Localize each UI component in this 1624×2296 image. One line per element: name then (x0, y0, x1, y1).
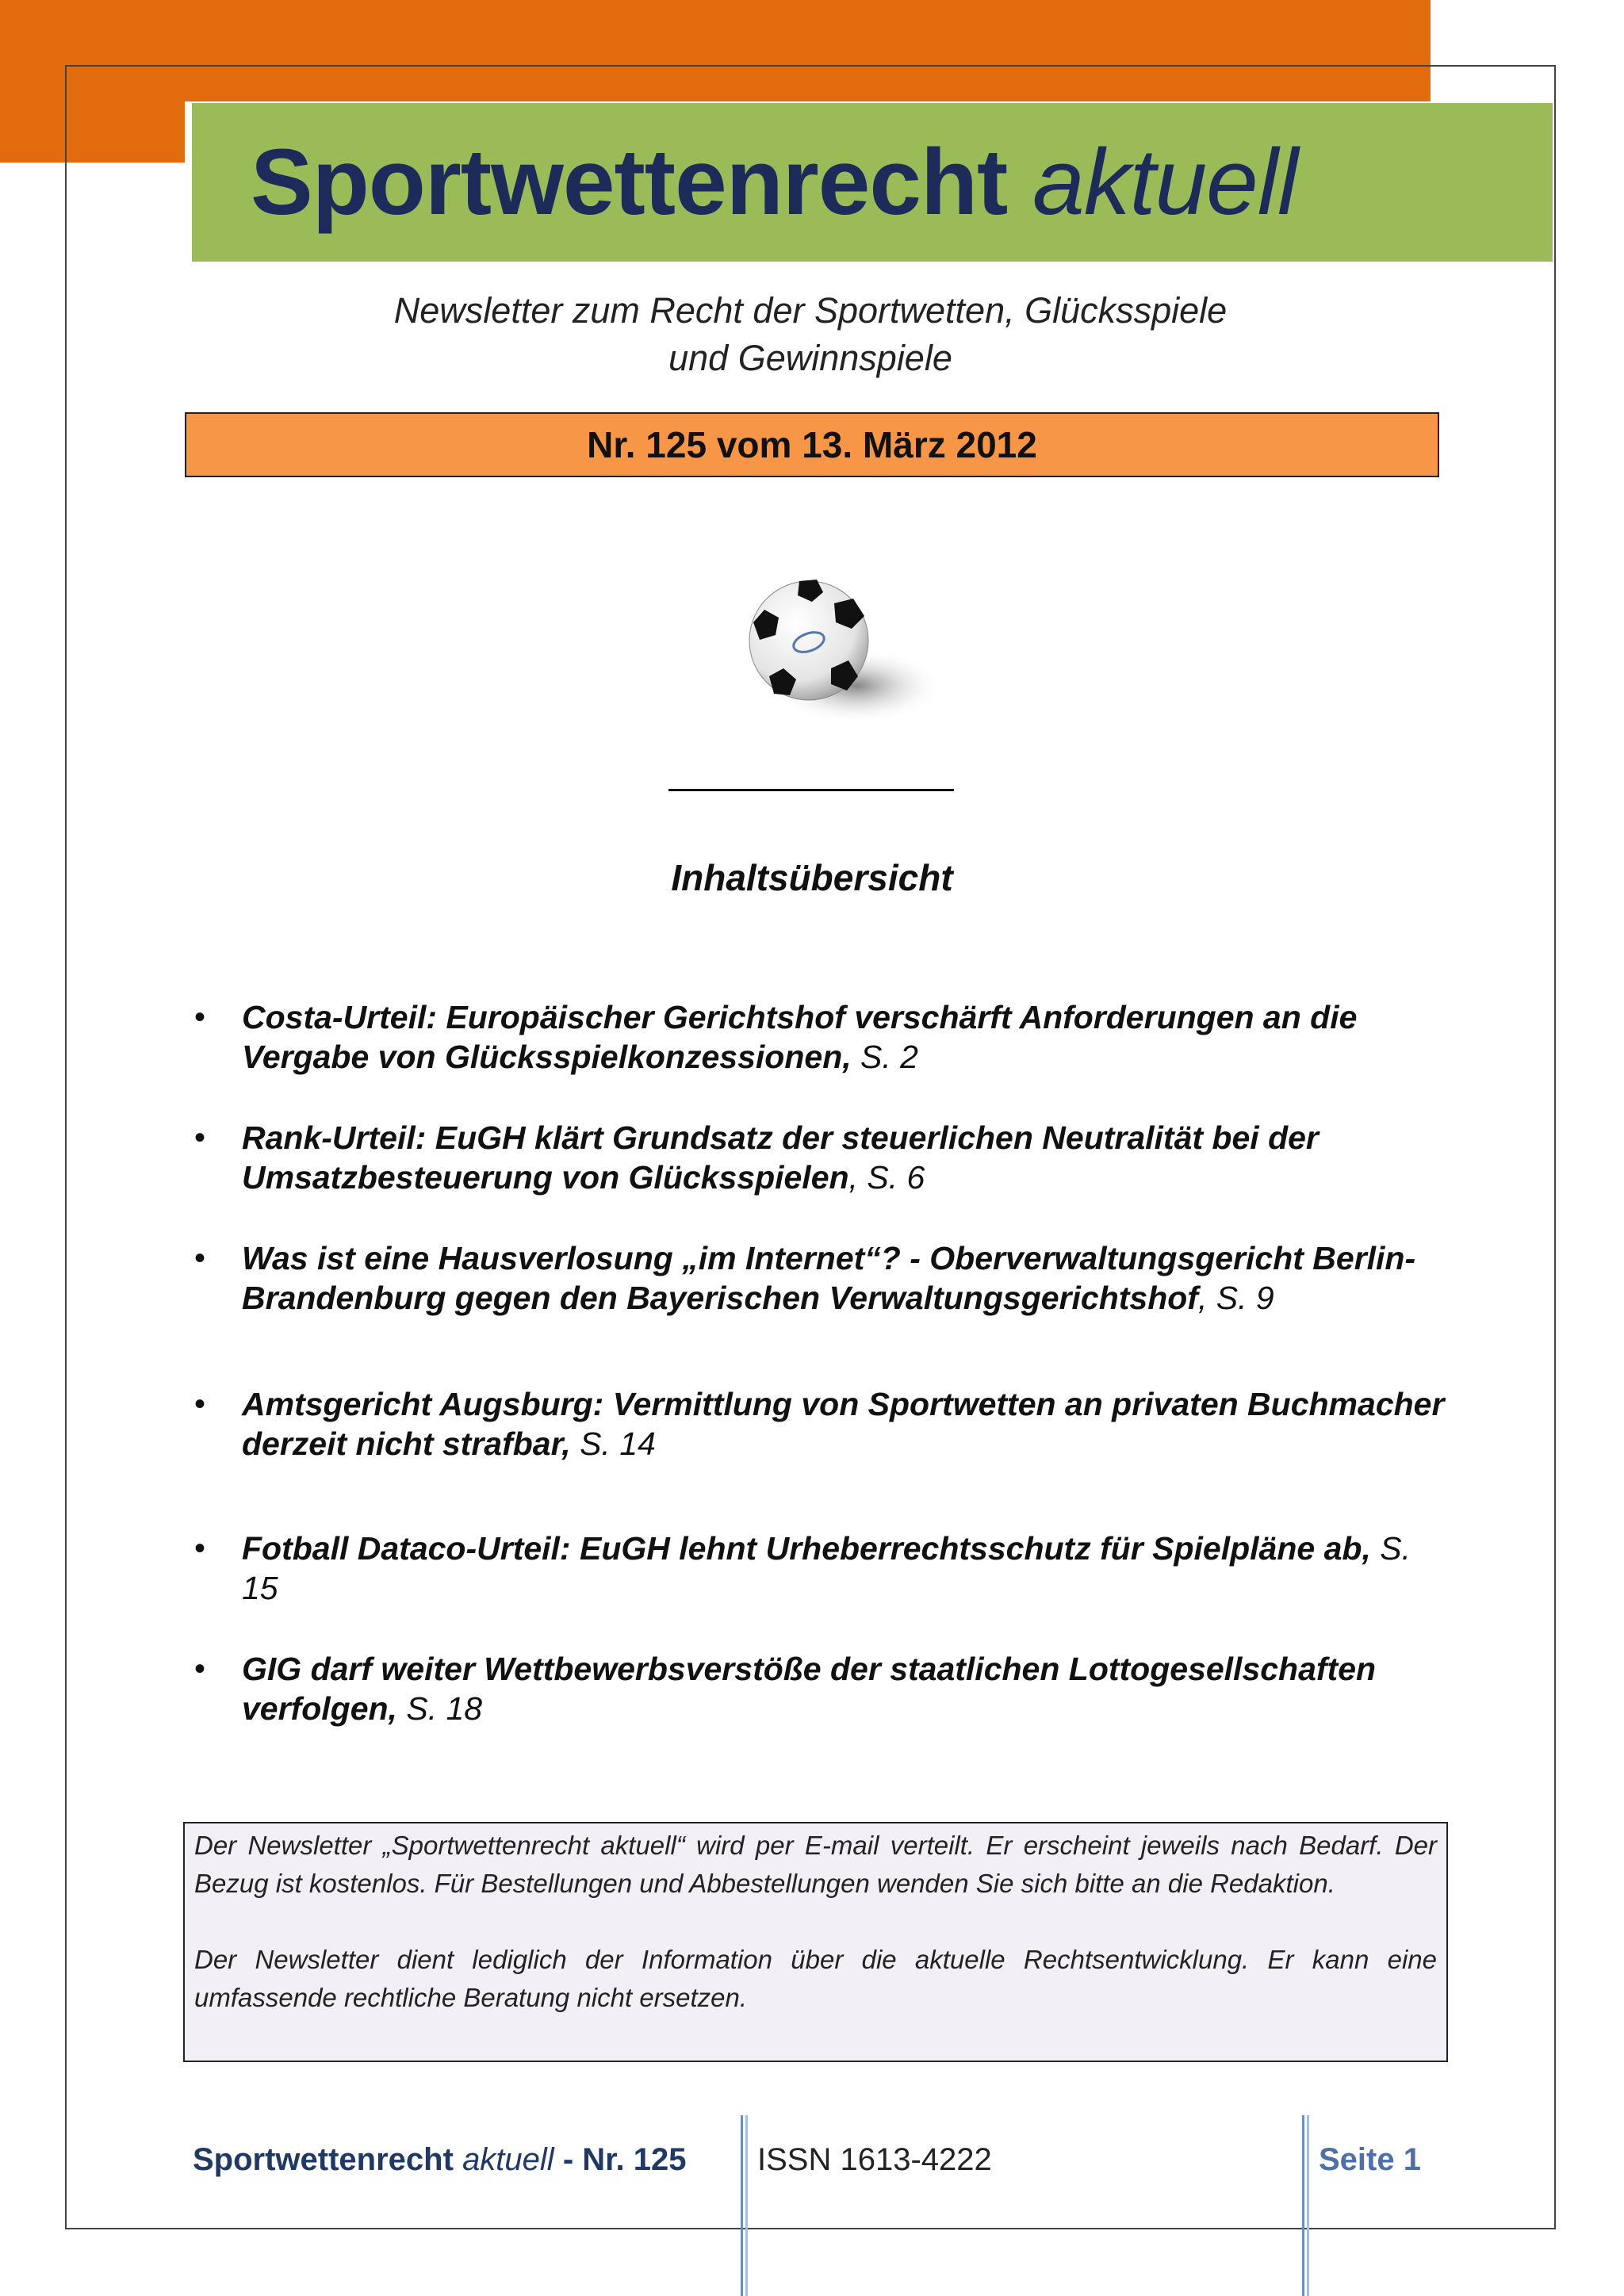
bullet-icon: • (194, 1120, 206, 1155)
issue-banner (185, 412, 1439, 477)
bullet-icon: • (194, 1000, 206, 1035)
subtitle-line-1: Newsletter zum Recht der Sportwetten, Glücksspiele (393, 290, 1228, 331)
title-italic-part: aktuell (1032, 130, 1298, 235)
bullet-icon: • (194, 1651, 206, 1686)
toc-heading: Inhaltsübersicht (671, 857, 953, 898)
issue-number: Nr. 125 vom 13. März 2012 (587, 424, 1037, 465)
toc-item-title: Costa-Urteil: Europäischer Gerichtshof verschärft Anforderungen an die Vergabe von Glücksspielkonzessionen, (242, 999, 1358, 1075)
footer-issue: - Nr. 125 (562, 2142, 687, 2177)
toc-item-title: Rank-Urteil: EuGH klärt Grundsatz der steuerlichen Neutralität bei der Umsatzbesteuerung von Glücksspielen (242, 1119, 1319, 1196)
toc-item-page: S. 2 (860, 1039, 918, 1075)
newsletter-subtitle (184, 287, 1437, 382)
toc-item-page: S. 14 (580, 1425, 656, 1462)
title-bold-part: Sportwettenrecht (251, 130, 1008, 235)
toc-item-title: Was ist eine Hausverlosung „im Internet“? - Oberverwaltungsgericht Berlin-Brandenburg gegen den Bayerischen Verwaltungsgerichtshof (242, 1240, 1416, 1316)
toc-item-page: S. 18 (406, 1690, 483, 1727)
newsletter-title (251, 128, 1297, 236)
toc-item (194, 997, 1447, 1077)
title-bar (192, 103, 1553, 262)
toc-item (194, 1238, 1447, 1318)
notice-paragraph-1: Der Newsletter „Sportwettenrecht aktuell“ wird per E-mail verteilt. Er erscheint jeweils nach Bedarf. Der Bezug ist kostenlos. Für Bestellungen und Abbestellungen wenden Sie sich bitte an die Redaktion. (194, 1831, 1437, 1898)
bullet-icon: • (194, 1387, 206, 1422)
toc-item-page: S. 15 (242, 1530, 1411, 1606)
footer-title-bold: Sportwettenrecht (193, 2142, 454, 2177)
toc-item-title: Fotball Dataco-Urteil: EuGH lehnt Urheberrechtsschutz für Spielpläne ab, (242, 1530, 1371, 1567)
toc-item-page: , S. 6 (848, 1159, 925, 1196)
toc-item-page: , S. 9 (1197, 1280, 1274, 1316)
notice-paragraph-2: Der Newsletter dient lediglich der Information über die aktuelle Rechtsentwicklung. Er kann eine umfassende rechtliche Beratung nicht ersetzen. (194, 1945, 1437, 2012)
bullet-icon: • (194, 1241, 206, 1276)
toc-item (194, 1649, 1447, 1728)
toc-item-title: Amtsgericht Augsburg: Vermittlung von Sportwetten an privaten Buchmacher derzeit nicht strafbar, (242, 1386, 1445, 1462)
subtitle-line-2: und Gewinnspiele (668, 338, 952, 378)
footer-title (193, 2142, 686, 2178)
footer-divider (741, 2115, 743, 2296)
footer-divider (745, 2115, 748, 2296)
section-divider (668, 789, 954, 791)
footer-title-italic: aktuell (462, 2142, 554, 2177)
football-image (737, 575, 944, 725)
footer-issn: ISSN 1613-4222 (757, 2142, 992, 2177)
footer-divider (1307, 2115, 1309, 2296)
toc-item (194, 1384, 1447, 1464)
page-number: Seite 1 (1319, 2142, 1421, 2177)
toc-item (194, 1118, 1447, 1197)
toc-item (194, 1529, 1447, 1608)
bullet-icon: • (194, 1531, 206, 1566)
toc-item-title: GIG darf weiter Wettbewerbsverstöße der staatlichen Lottogesellschaften verfolgen, (242, 1651, 1377, 1727)
footer-divider (1302, 2115, 1304, 2296)
distribution-notice (183, 1822, 1448, 2062)
